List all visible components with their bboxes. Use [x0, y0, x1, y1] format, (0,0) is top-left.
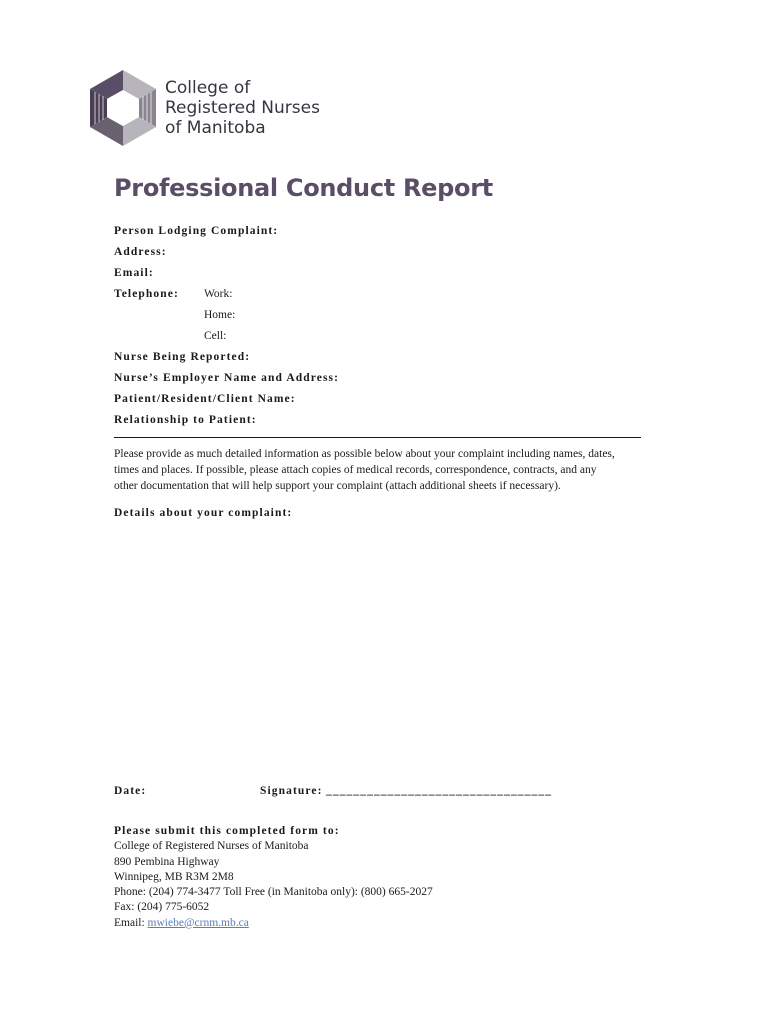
details-label: Details about your complaint:: [114, 507, 293, 519]
date-label: Date:: [114, 785, 147, 797]
address-label: Address:: [114, 246, 167, 258]
submit-info: [114, 824, 433, 931]
person-lodging-label: Person Lodging Complaint:: [114, 225, 279, 237]
instructions-line-3: other documentation that will help support your complaint (attach additional sheets if necessary).: [114, 480, 561, 492]
nurse-reported-label: Nurse Being Reported:: [114, 351, 251, 363]
email-link[interactable]: mwiebe@crnm.mb.ca: [147, 916, 249, 929]
submit-phone: Phone: (204) 774-3477 Toll Free (in Manitoba only): (800) 665-2027: [114, 886, 433, 899]
submit-fax: Fax: (204) 775-6052: [114, 901, 210, 914]
instructions-line-1: Please provide as much detailed information as possible below about your complaint including names, dates,: [114, 448, 615, 460]
organization-name: [165, 78, 320, 138]
employer-label: Nurse’s Employer Name and Address:: [114, 372, 340, 384]
org-name-line-3: of Manitoba: [165, 118, 266, 138]
cell-phone-label: Cell:: [204, 330, 227, 342]
submit-city: Winnipeg, MB R3M 2M8: [114, 870, 234, 883]
submit-heading: Please submit this completed form to:: [114, 825, 340, 837]
submit-org-name: College of Registered Nurses of Manitoba: [114, 840, 309, 853]
instructions-line-2: times and places. If possible, please attach copies of medical records, correspondence, contracts, and any: [114, 464, 597, 476]
page-title: Professional Conduct Report: [114, 174, 493, 202]
hexagon-logo-icon: [90, 70, 156, 146]
submit-street: 890 Pembina Highway: [114, 855, 220, 868]
relationship-label: Relationship to Patient:: [114, 414, 257, 426]
patient-name-label: Patient/Resident/Client Name:: [114, 393, 296, 405]
signature-label: Signature:: [260, 785, 323, 797]
telephone-label: Telephone:: [114, 288, 179, 300]
org-name-line-2: Registered Nurses: [165, 98, 320, 118]
org-name-line-1: College of: [165, 78, 251, 98]
work-phone-label: Work:: [204, 288, 233, 300]
email-label: Email:: [114, 267, 154, 279]
instructions-paragraph: [114, 446, 674, 494]
divider: [114, 437, 641, 438]
submit-email-row: [114, 916, 433, 931]
submit-email-prefix: Email:: [114, 916, 148, 929]
home-phone-label: Home:: [204, 309, 236, 321]
signature-line: _________________________________: [326, 785, 553, 797]
